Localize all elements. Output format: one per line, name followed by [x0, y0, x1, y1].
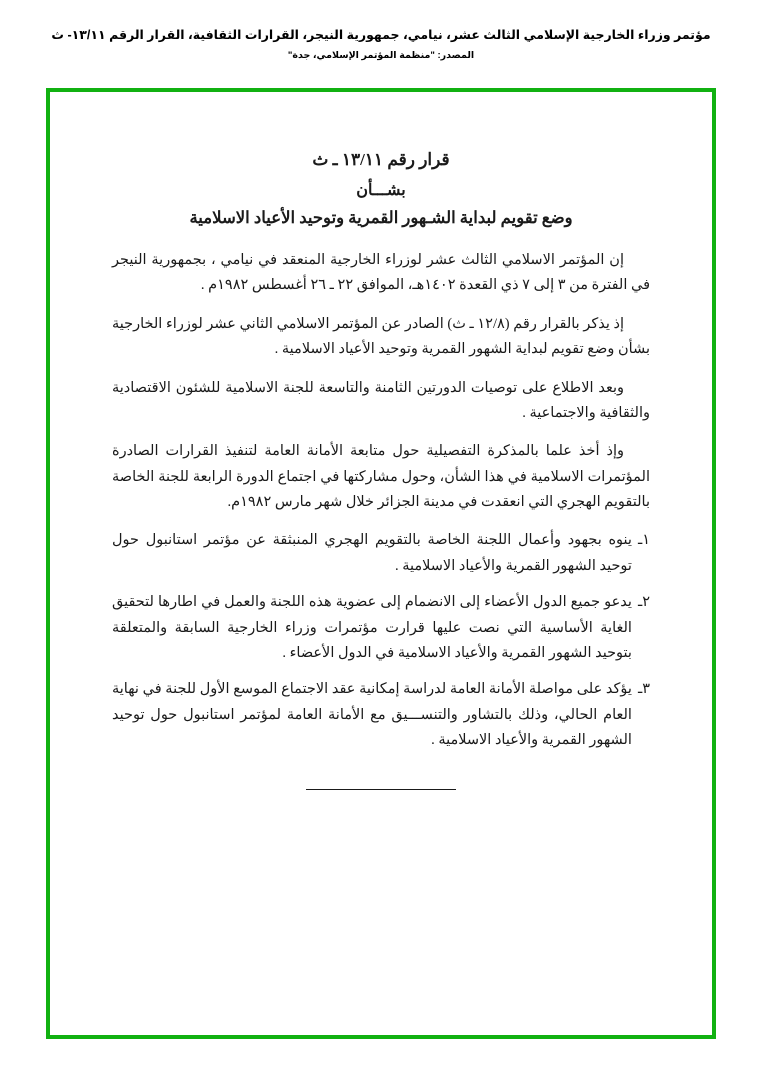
preamble-paragraph-1: إن المؤتمر الاسلامي الثالث عشر لوزراء الخارجية المنعقد في نيامي ، بجمهورية النيجر في الفترة من ٣ إلى ٧ ذي القعدة ١٤٠٢هـ، الموافق ٢٢ ـ ٢٦ أغسطس ١٩٨٢م . — [112, 252, 650, 294]
clause-number: ٢ـ — [637, 594, 650, 611]
clause-text: يدعو جميع الدول الأعضاء إلى الانضمام إلى عضوية هذه اللجنة والعمل في اطارها لتحقيق الغاية الأساسية التي نصت عليها قرارت مؤتمرات وزراء الخارجية السابقة والمتعلقة بتوحيد الشهور القمرية والأعياد الاسلامية في الدول الأعضاء . — [112, 594, 632, 661]
resolution-number: قرار رقم ١٣/١١ ـ ث — [312, 150, 450, 169]
clause-number: ٣ـ — [637, 681, 650, 698]
header-source: المصدر: "منظمة المؤتمر الإسلامي، جدة" — [287, 49, 475, 61]
preamble-paragraph-3: وبعد الاطلاع على توصيات الدورتين الثامنة والتاسعة للجنة الاسلامية للشئون الاقتصادية والثقافية والاجتماعية . — [112, 379, 650, 421]
subject-heading: بشـــأن — [356, 182, 406, 199]
clause-number: ١ـ — [637, 532, 650, 549]
clause-text: يؤكد على مواصلة الأمانة العامة لدراسة إمكانية عقد الاجتماع الموسع الأول للجنة في نهاية العام الحالي، وذلك بالتشاور والتنســـيق مع الأمانة العامة لمؤتمر استانبول حول توحيد الشهور القمرية والأعياد الاسلامية . — [112, 681, 632, 748]
clause-item — [106, 677, 656, 753]
document-content — [50, 92, 712, 790]
green-border-frame — [46, 88, 716, 1039]
resolution-title: وضع تقويم لبداية الشـهور القمرية وتوحيد الأعياد الاسلامية — [189, 208, 573, 227]
clause-item — [106, 590, 656, 666]
clause-text: ينوه بجهود وأعمال اللجنة الخاصة بالتقويم الهجري المنبثقة عن مؤتمر استانبول حول توحيد الشهور القمرية والأعياد الاسلامية . — [112, 532, 632, 574]
page-header — [0, 0, 762, 61]
end-of-document-divider — [106, 789, 656, 790]
header-title: مؤتمر وزراء الخارجية الإسلامي الثالث عشر، نيامي، جمهورية النيجر، القرارات الثقافية، القرار الرقم ١٣/١١- ث — [51, 28, 711, 42]
horizontal-rule — [306, 789, 456, 790]
preamble-paragraph-4: وإذ أخذ علما بالمذكرة التفصيلية حول متابعة الأمانة العامة لتنفيذ القرارات الصادرة المؤتمرات الاسلامية في هذا الشأن، وحول مشاركتها في اجتماع الدورة الرابعة للجنة الخاصة بالتقويم الهجري التي انعقدت في مدينة الجزائر خلال شهر مارس ١٩٨٢م. — [112, 443, 650, 510]
preamble-paragraph-2: إذ يذكر بالقرار رقم (١٢/٨ ـ ث) الصادر عن المؤتمر الاسلامي الثاني عشر لوزراء الخارجية بشأن وضع تقويم لبداية الشهور القمرية وتوحيد الأعياد الاسلامية . — [112, 315, 650, 358]
clause-item — [106, 528, 656, 579]
